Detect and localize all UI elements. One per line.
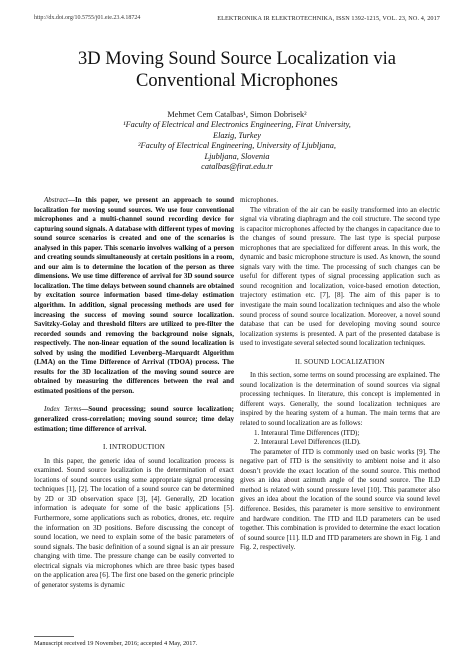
affiliation-1a: ¹Faculty of Electrical and Electronics Engineering, Firat University, <box>123 120 351 130</box>
index-terms <box>34 405 234 434</box>
list-item: 1. Interaural Time Differences (ITD); <box>254 428 360 437</box>
intro-paragraph-2: The vibration of the air can be easily transformed into an electric signal via vibrating diaphragm and the coil structure. The second type is capacitor microphones affected by the changes in capacitance due to the changes of sound pressure. The last type is special purpose microphones that are specialized for different areas. In this work, the dynamic and basic microphone structure is used. As known, the sound signals vary with the time. The processing of such changes can be useful for different types of signal processing application such as sound recognition and localization, voice-based emotion detection, trajectory estimation etc. [7], [8]. The aim of this paper is to investigate the main sound localization techniques and also the whole sound process of sound source localization. Moreover, a novel sound database that can be used for developing moving sound source localization systems is presented. A part of the presented database is used to investigate several selected sound localization techniques. <box>240 205 440 348</box>
journal-header: ELEKTRONIKA IR ELEKTROTECHNIKA, ISSN 1392-1215, VOL. 23, NO. 4, 2017 <box>217 15 440 22</box>
affiliation-2b: Ljubljana, Slovenia <box>204 151 270 161</box>
section-heading-sound-localization: II. SOUND LOCALIZATION <box>295 357 385 366</box>
continued-text: microphones. <box>240 196 279 204</box>
manuscript-footnote: Manuscript received 19 November, 2016; accepted 4 May, 2017. <box>34 640 198 647</box>
affiliation-2a: ²Faculty of Electrical Engineering, University of Ljubljana, <box>138 141 336 151</box>
index-terms-text: —Sound processing; sound source localization; generalized cross-correlation; moving sound source; time delay estimation; time difference of arrival. <box>34 405 235 433</box>
abstract <box>34 196 234 396</box>
title-line-1: 3D Moving Sound Source Localization via <box>77 49 397 69</box>
abstract-text: —In this paper, we present an approach to sound localization for moving sound sources. We use four conventional microphones and a multi-channel sound recording device for capturing sound signals. A database with different types of moving sound source scenarios is created and one of the scenarios is analysed in this paper. This scenario involves walking of a person and creating sounds simultaneously at certain positions in a room, and our aim is to determine the location of the person as three dimensions. We use time difference of arrival for 3D sound source localization. The time delays between sound channels are obtained by excitation source information based time-delay estimation algorithm. In addition, signal processing methods are used for increasing the success of moving sound source localization. Savitzky-Golay and threshold filters are utilized to pre-filter the recorded sounds and removing the background noise signals, respectively. The non-linear equation of the sound localization is solved by using the modified Levenberg–Marquardt Algorithm (LMA) on the Time Difference of Arrival (TDOA) process. The results for the 3D localization of the moving sound source are obtained by measuring the differences between the real and estimated positions of the person. <box>34 196 234 395</box>
left-column <box>34 196 234 590</box>
intro-paragraph: In this paper, the generic idea of sound localization process is examined. Sound source localization is the determination of exact locations of sound sources using some appropriate signal processing techniques [1], [2]. The location of a sound source can be determined by 2D or 3D observation space [3], [4]. Generally, 2D location information is adequate for some of the basic applications [5]. Furthermore, some applications such as robotics, drones, etc. require the information on 3D positions. Before discussing the concept of sound location, we need to explain some of the basic parameters of sound signals. The basic definition of a sound signal is an air pressure changing with time. The pressure change can be easily converted to electrical signals via microphones which are three basic types based on the application area [6]. The first one based on the generic principle of generator systems is dynamic <box>34 456 234 589</box>
sound-localization-paragraph-1: In this section, some terms on sound processing are explained. The sound localization is the determination of sound sources via signal processing techniques. In literature, this concept is implemented in different ways. Generally, the sound localization techniques are inspired by the hearing system of a human. The main terms that are related to sound localization are as follows: <box>240 371 440 428</box>
author-names: Mehmet Cem Catalbas¹, Simon Dobrisek² <box>167 110 307 119</box>
paper-title <box>0 48 474 92</box>
footnote-divider <box>34 636 74 637</box>
list-item: 2. Interaural Level Differences (ILD). <box>254 438 361 447</box>
sound-localization-paragraph-2: The parameter of ITD is commonly used on basic works [9]. The negative part of ITD is the sensitivity to ambient noise and it also doesn’t provide the exact location of the sound source. This method gives an idea about azimuth angle of the sound source. The ILD method is related with sound pressure level [10]. This parameter also gives an idea about the location of the sound source via sound level difference. Besides, this parameter is more sensitive to environment and hardware condition. The ITD and ILD parameters can be used together. This combination is provided to determine the exact location of sound source [11]. ILD and ITD parameters are shown in Fig. 1 and Fig. 2, respectively. <box>240 447 440 552</box>
title-line-2: Conventional Microphones <box>136 71 338 91</box>
index-terms-label: Index Terms <box>44 405 82 414</box>
affiliation-1b: Elazig, Turkey <box>213 130 261 140</box>
right-column <box>240 196 440 553</box>
author-email[interactable]: catalbas@firat.edu.tr <box>201 162 273 172</box>
author-block <box>0 110 474 172</box>
terms-list <box>240 429 440 448</box>
abstract-label: Abstract <box>44 196 68 204</box>
doi-link[interactable]: http://dx.doi.org/10.5755/j01.eie.23.4.18724 <box>34 15 141 21</box>
section-heading-introduction: I. INTRODUCTION <box>102 443 166 452</box>
